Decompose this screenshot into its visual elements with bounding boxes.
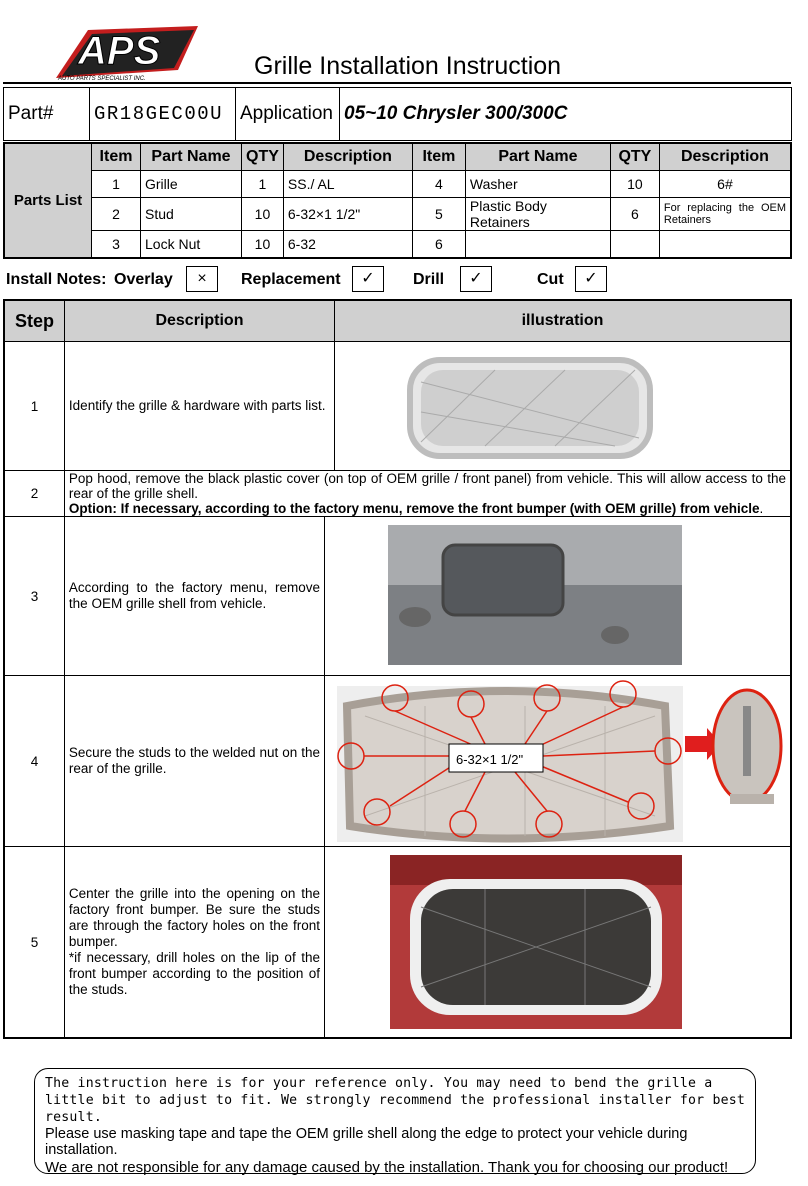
step-row (4, 471, 791, 517)
studs-diagram (325, 676, 790, 846)
drill-label: Drill (413, 271, 445, 288)
install-notes-label: Install Notes: (6, 271, 107, 288)
cell (465, 231, 610, 259)
step-text-container (64, 471, 791, 517)
aps-logo (48, 20, 208, 82)
cell: 10 (242, 198, 284, 231)
description-header: Description (64, 300, 334, 342)
col-header: Description (659, 143, 791, 171)
step-illustration (325, 517, 792, 676)
step-row (4, 342, 791, 471)
cut-checkbox[interactable]: ✓ (575, 266, 607, 292)
step-row (4, 847, 791, 1039)
col-header: Description (283, 143, 412, 171)
table-row (4, 231, 791, 259)
logo-tagline: AUTO PARTS SPECIALIST INC. (58, 76, 146, 82)
overlay-checkbox[interactable]: × (186, 266, 218, 292)
cell: Grille (141, 171, 242, 198)
step-row (4, 676, 791, 847)
step-text: Center the grille into the opening on the factory front bumper. Be sure the studs are through the factory holes on the front bumper. (68, 886, 320, 949)
replacement-checkbox[interactable]: ✓ (352, 266, 384, 292)
cell: 6# (659, 171, 791, 198)
application-value: 05~10 Chrysler 300/300C (340, 88, 792, 141)
step-number: 3 (4, 517, 64, 676)
step-number: 1 (4, 342, 64, 471)
col-header: Part Name (465, 143, 610, 171)
steps-table (3, 299, 792, 1039)
step-option-text: Option: If necessary, according to the factory menu, remove the front bumper (with OEM grille) from vehicle (68, 501, 760, 516)
bumper-photo (325, 517, 790, 675)
step-option-end: . (759, 501, 764, 516)
cell: 4 (412, 171, 465, 198)
replacement-label: Replacement (241, 271, 341, 288)
table-row (4, 171, 791, 198)
cell: Stud (141, 198, 242, 231)
application-label: Application (236, 88, 340, 141)
cell: Lock Nut (141, 231, 242, 259)
cell: 1 (242, 171, 284, 198)
stud-callout: 6-32×1 1/2" (456, 752, 524, 767)
cell (610, 231, 659, 259)
cell (659, 231, 791, 259)
part-number: GR18GEC00U (90, 88, 236, 141)
parts-list-label: Parts List (4, 143, 92, 258)
part-label: Part# (4, 88, 90, 141)
cell: SS./ AL (283, 171, 412, 198)
cell: 5 (412, 198, 465, 231)
parts-list-table (3, 142, 792, 259)
step-header: Step (4, 300, 64, 342)
col-header: QTY (242, 143, 284, 171)
footer-line-3: We are not responsible for any damage caused by the installation. Thank you for choosing our product! (45, 1159, 729, 1176)
step-text: Secure the studs to the welded nut on the rear of the grille. (64, 676, 324, 847)
step-text-container (64, 847, 324, 1039)
step-illustration (325, 847, 792, 1039)
step-row (4, 517, 791, 676)
col-header: Part Name (141, 143, 242, 171)
page-title: Grille Installation Instruction (254, 52, 562, 80)
cell: Washer (465, 171, 610, 198)
step-text: According to the factory menu, remove the OEM grille shell from vehicle. (64, 517, 324, 676)
header-divider (3, 82, 791, 84)
cell: 3 (92, 231, 141, 259)
col-header: Item (92, 143, 141, 171)
installed-grille-photo (325, 847, 790, 1037)
cell: For replacing the OEM Retainers (659, 198, 791, 231)
cell: 2 (92, 198, 141, 231)
step-illustration (335, 342, 792, 471)
footer-notice (34, 1068, 756, 1174)
cell: 6 (610, 198, 659, 231)
cell: 6-32 (283, 231, 412, 259)
overlay-label: Overlay (114, 271, 173, 288)
step-text: Identify the grille & hardware with parts list. (64, 342, 334, 471)
cell: 10 (610, 171, 659, 198)
step-text: Pop hood, remove the black plastic cover (on top of OEM grille / front panel) from vehicle. This will allow access to the rear of the grille shell. (68, 471, 786, 501)
illustration-header: illustration (335, 300, 792, 342)
footer-line-1: The instruction here is for your reference only. You may need to bend the grille a little bit to adjust to fit. We strongly recommend the professional installer for best result. (45, 1076, 746, 1125)
step-illustration (325, 676, 792, 847)
cut-label: Cut (537, 271, 564, 288)
cell: 6-32×1 1/2" (283, 198, 412, 231)
drill-checkbox[interactable]: ✓ (460, 266, 492, 292)
col-header: Item (412, 143, 465, 171)
step-number: 2 (4, 471, 64, 517)
step-number: 4 (4, 676, 64, 847)
cell: 6 (412, 231, 465, 259)
install-notes (6, 266, 796, 294)
table-row (4, 198, 791, 231)
step-number: 5 (4, 847, 64, 1039)
logo-text: APS (78, 29, 161, 73)
cell: Plastic Body Retainers (465, 198, 610, 231)
footer-line-2: Please use masking tape and tape the OEM grille shell along the edge to protect your vehicle during installation. (45, 1126, 688, 1158)
cell: 10 (242, 231, 284, 259)
cell: 1 (92, 171, 141, 198)
step-text-note: *if necessary, drill holes on the lip of the front bumper according to the position of the studs. (68, 950, 320, 997)
grille-image (335, 342, 790, 470)
col-header: QTY (610, 143, 659, 171)
part-info-table (3, 87, 792, 141)
